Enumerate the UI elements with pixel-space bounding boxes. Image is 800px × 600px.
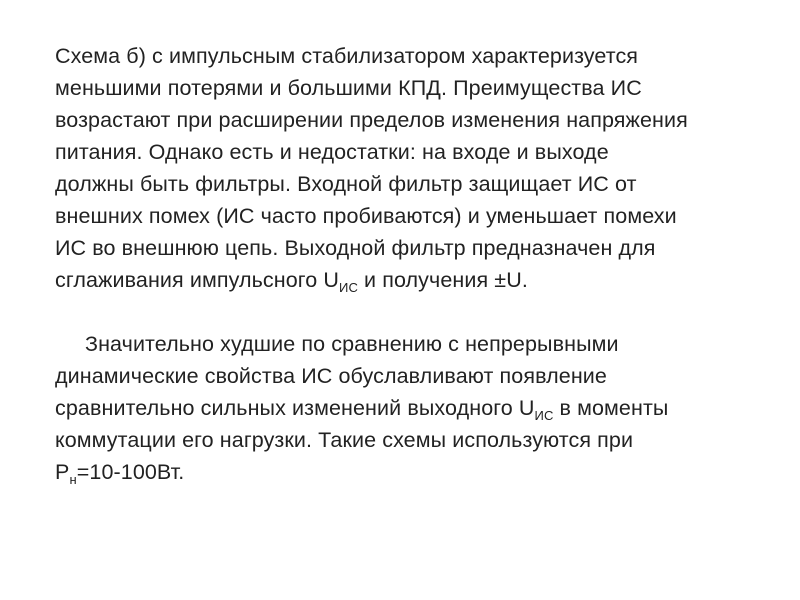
text-fragment: сглаживания импульсного U [55, 268, 340, 292]
text-line: меньшими потерями и большими КПД. Преимущества ИС [55, 76, 642, 100]
text-line: динамические свойства ИС обуславливают появление [55, 364, 607, 388]
text-line: ИС во внешнюю цепь. Выходной фильтр предназначен для [55, 236, 656, 260]
text-line: Схема б) с импульсным стабилизатором характеризуется [55, 44, 639, 68]
text-fragment: и получения ±U. [357, 268, 528, 292]
subscript-ic: ИС [339, 280, 358, 295]
text-fragment: =10-100Вт. [76, 460, 185, 484]
paragraph-pulse-stabilizer [55, 40, 755, 296]
text-line: питания. Однако есть и недостатки: на входе и выходе [55, 140, 609, 164]
text-line: должны быть фильтры. Входной фильтр защищает ИС от [55, 172, 637, 196]
text-line [55, 456, 755, 488]
text-fragment: сравнительно сильных изменений выходного U [55, 396, 535, 420]
text-line [55, 264, 755, 296]
text-line: Значительно худшие по сравнению с непрерывными [85, 332, 619, 356]
subscript-load: н [69, 472, 77, 487]
subscript-ic: ИС [534, 408, 554, 423]
paragraph-dynamic-properties [55, 328, 755, 488]
text-line [55, 392, 755, 424]
text-line: внешних помех (ИС часто пробиваются) и уменьшает помехи [55, 204, 677, 228]
text-fragment: в моменты [553, 396, 669, 420]
text-line: коммутации его нагрузки. Такие схемы используются при [55, 428, 634, 452]
text-fragment: P [55, 460, 70, 484]
slide-text [55, 40, 755, 488]
text-line: возрастают при расширении пределов изменения напряжения [55, 108, 688, 132]
